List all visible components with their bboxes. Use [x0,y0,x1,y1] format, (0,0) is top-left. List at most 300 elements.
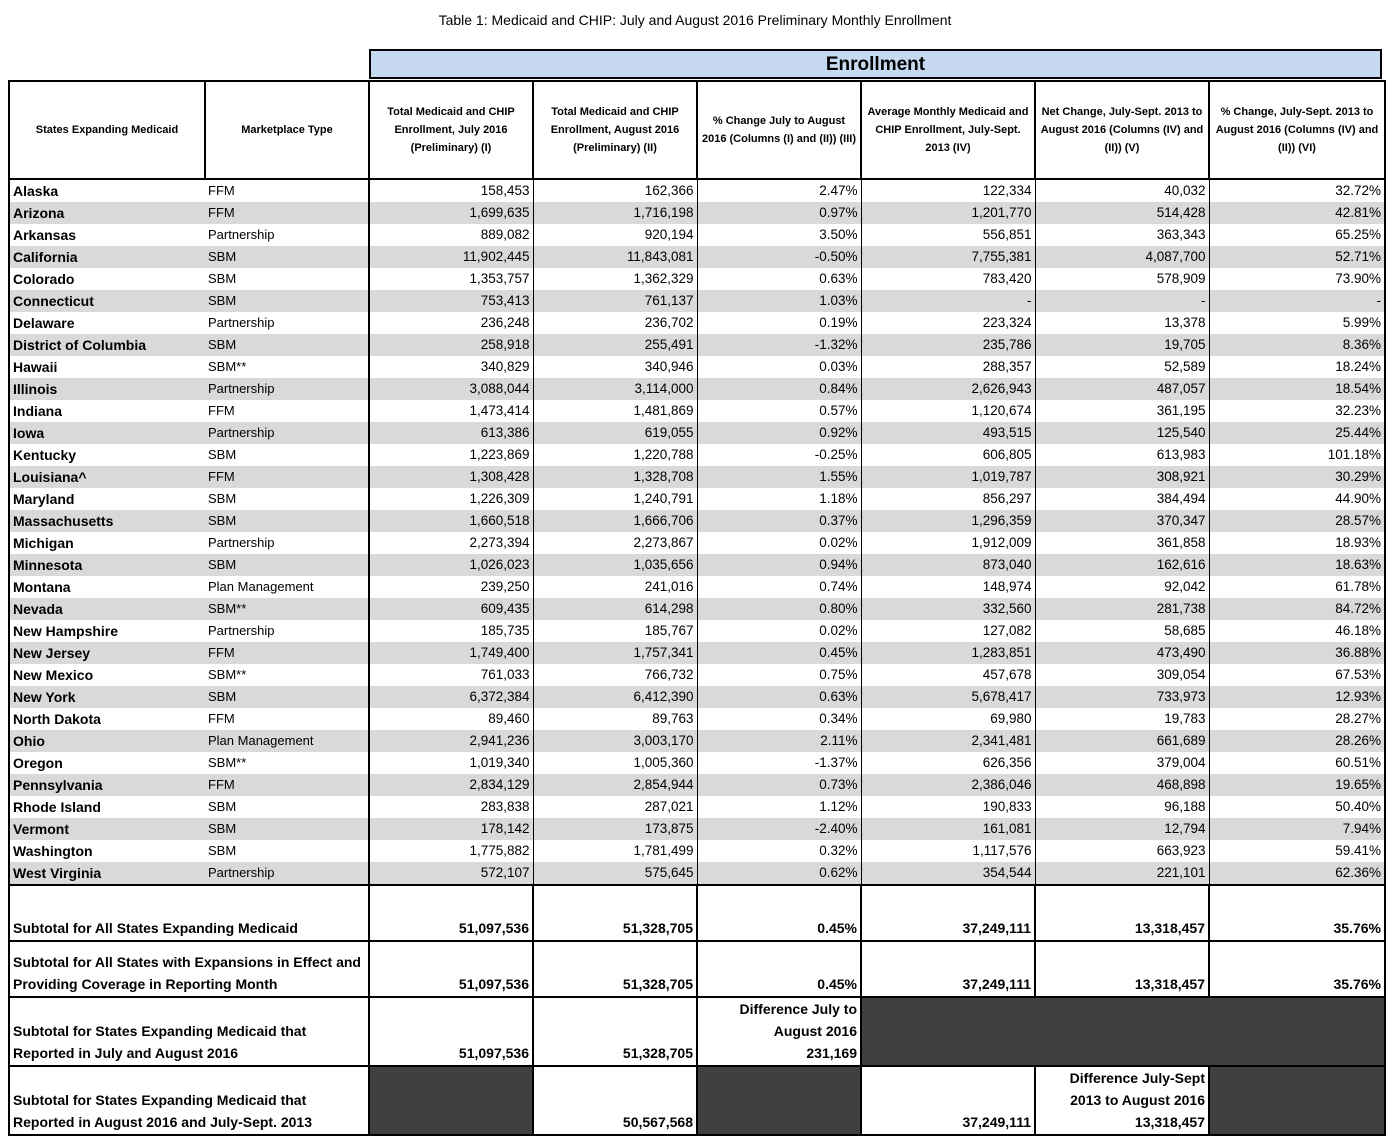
subtotal-value: 51,328,705 [533,941,697,997]
table-cell: 46.18% [1209,620,1385,642]
header-avg-monthly-2013: Average Monthly Medicaid and CHIP Enrollment, July-Sept. 2013 (IV) [861,81,1035,179]
table-cell: 221,101 [1035,862,1209,885]
difference-cell [1035,1066,1209,1135]
subtotal-value: 13,318,457 [1035,885,1209,941]
table-cell: 5.99% [1209,312,1385,334]
table-row [9,686,1385,708]
table-cell: 148,974 [861,576,1035,598]
table-cell: 1,666,706 [533,510,697,532]
table-cell: 0.73% [697,774,861,796]
table-cell: 1,716,198 [533,202,697,224]
table-cell: 2,273,867 [533,532,697,554]
marketplace-type: FFM [205,202,369,224]
state-name: Maryland [9,488,205,510]
table-cell: -0.25% [697,444,861,466]
table-cell: 0.57% [697,400,861,422]
subtotal-value: 37,249,111 [861,941,1035,997]
table-cell: 493,515 [861,422,1035,444]
table-cell: 84.72% [1209,598,1385,620]
header-pct-change-jul-aug: % Change July to August 2016 (Columns (I) and (II)) (III) [697,81,861,179]
table-cell: 89,763 [533,708,697,730]
marketplace-type: SBM [205,818,369,840]
subtotal-label: Subtotal for All States Expanding Medicaid [9,885,369,941]
table-cell: 101.18% [1209,444,1385,466]
table-cell: 0.62% [697,862,861,885]
marketplace-type: SBM [205,444,369,466]
table-row [9,532,1385,554]
table-cell: 161,081 [861,818,1035,840]
subtotal-value: 51,097,536 [369,885,533,941]
table-row [9,664,1385,686]
table-cell: 761,137 [533,290,697,312]
table-cell: 0.02% [697,532,861,554]
table-cell: 556,851 [861,224,1035,246]
table-cell: 255,491 [533,334,697,356]
table-cell: 18.24% [1209,356,1385,378]
table-row [9,730,1385,752]
table-cell: 12,794 [1035,818,1209,840]
table-cell: 1,308,428 [369,466,533,488]
table-cell: 1,660,518 [369,510,533,532]
table-cell: 96,188 [1035,796,1209,818]
table-cell: 473,490 [1035,642,1209,664]
state-name: Nevada [9,598,205,620]
table-cell: 1,775,882 [369,840,533,862]
table-row [9,224,1385,246]
marketplace-type: SBM [205,488,369,510]
subtotal-in-effect-row [9,941,1385,997]
table-row [9,576,1385,598]
state-name: District of Columbia [9,334,205,356]
subtotal-value: 35.76% [1209,941,1385,997]
marketplace-type: FFM [205,774,369,796]
state-name: Minnesota [9,554,205,576]
table-row [9,620,1385,642]
table-cell: 457,678 [861,664,1035,686]
table-cell: 281,738 [1035,598,1209,620]
state-name: New Hampshire [9,620,205,642]
table-row [9,488,1385,510]
table-cell: 0.97% [697,202,861,224]
table-cell: 308,921 [1035,466,1209,488]
table-row [9,466,1385,488]
table-cell: 613,386 [369,422,533,444]
table-cell: 178,142 [369,818,533,840]
difference-label: Difference July-Sept 2013 to August 2016 [1069,1070,1205,1108]
state-name: New Jersey [9,642,205,664]
enrollment-banner: Enrollment [369,49,1382,79]
subtotal-reported-aug-2013-row [9,1066,1385,1135]
table-cell: 578,909 [1035,268,1209,290]
marketplace-type: SBM [205,686,369,708]
table-cell: 609,435 [369,598,533,620]
state-name: Oregon [9,752,205,774]
table-row [9,444,1385,466]
table-cell: 11,843,081 [533,246,697,268]
state-name: New Mexico [9,664,205,686]
table-row [9,202,1385,224]
shaded-cell [369,1066,533,1135]
table-cell: 223,324 [861,312,1035,334]
table-cell: 185,735 [369,620,533,642]
marketplace-type: SBM** [205,356,369,378]
table-cell: 19,705 [1035,334,1209,356]
table-cell: 514,428 [1035,202,1209,224]
state-name: Alaska [9,179,205,202]
marketplace-type: Partnership [205,862,369,885]
table-row [9,179,1385,202]
marketplace-type: FFM [205,466,369,488]
marketplace-type: Plan Management [205,576,369,598]
marketplace-type: Partnership [205,532,369,554]
table-cell: 67.53% [1209,664,1385,686]
header-enrollment-august-2016: Total Medicaid and CHIP Enrollment, August 2016 (Preliminary) (II) [533,81,697,179]
table-cell: 2.47% [697,179,861,202]
table-cell: 1,362,329 [533,268,697,290]
table-cell: 32.72% [1209,179,1385,202]
table-cell: - [1035,290,1209,312]
table-row [9,510,1385,532]
table-cell: 1,757,341 [533,642,697,664]
subtotal-value: 0.45% [697,941,861,997]
table-cell: 2.11% [697,730,861,752]
state-name: California [9,246,205,268]
table-cell: 241,016 [533,576,697,598]
table-cell: 30.29% [1209,466,1385,488]
state-name: Montana [9,576,205,598]
table-cell: 18.54% [1209,378,1385,400]
difference-cell [697,997,861,1066]
table-cell: 42.81% [1209,202,1385,224]
shaded-cell [697,1066,861,1135]
table-cell: 1.18% [697,488,861,510]
table-cell: 0.74% [697,576,861,598]
table-cell: 2,834,129 [369,774,533,796]
marketplace-type: Partnership [205,620,369,642]
table-cell: 89,460 [369,708,533,730]
table-cell: 613,983 [1035,444,1209,466]
table-cell: 309,054 [1035,664,1209,686]
table-cell: 1,353,757 [369,268,533,290]
table-cell: 236,248 [369,312,533,334]
state-rows [9,179,1385,885]
table-cell: 2,941,236 [369,730,533,752]
subtotal-reported-jul-aug-row [9,997,1385,1066]
marketplace-type: SBM** [205,664,369,686]
shaded-cell [1209,1066,1385,1135]
table-cell: 58,685 [1035,620,1209,642]
state-name: Rhode Island [9,796,205,818]
header-row [9,81,1385,179]
state-name: Michigan [9,532,205,554]
table-cell: 0.02% [697,620,861,642]
table-cell: 361,195 [1035,400,1209,422]
table-cell: 2,341,481 [861,730,1035,752]
table-cell: -1.37% [697,752,861,774]
table-cell: 0.80% [697,598,861,620]
subtotal-value: 51,328,705 [533,885,697,941]
table-cell: 173,875 [533,818,697,840]
difference-value: 13,318,457 [1134,1114,1205,1130]
subtotal-label: Subtotal for States Expanding Medicaid that Reported in August 2016 and July-Sept. 2013 [9,1066,369,1135]
table-cell: 3,003,170 [533,730,697,752]
table-cell: 661,689 [1035,730,1209,752]
table-cell: 12.93% [1209,686,1385,708]
table-cell: 766,732 [533,664,697,686]
table-cell: 65.25% [1209,224,1385,246]
marketplace-type: Plan Management [205,730,369,752]
difference-label: Difference July to August 2016 [739,1001,857,1039]
table-cell: 783,420 [861,268,1035,290]
table-cell: 363,343 [1035,224,1209,246]
subtotal-all-expanding-row [9,885,1385,941]
table-cell: 379,004 [1035,752,1209,774]
table-cell: 18.93% [1209,532,1385,554]
table-cell: 1,473,414 [369,400,533,422]
table-cell: 0.94% [697,554,861,576]
table-cell: 4,087,700 [1035,246,1209,268]
table-row [9,422,1385,444]
marketplace-type: SBM [205,246,369,268]
table-row [9,708,1385,730]
table-cell: 468,898 [1035,774,1209,796]
table-cell: 25.44% [1209,422,1385,444]
table-cell: 2,854,944 [533,774,697,796]
marketplace-type: SBM [205,796,369,818]
table-cell: 889,082 [369,224,533,246]
table-cell: 288,357 [861,356,1035,378]
table-cell: 1,035,656 [533,554,697,576]
table-row [9,334,1385,356]
marketplace-type: Partnership [205,312,369,334]
table-row [9,774,1385,796]
table-row [9,642,1385,664]
marketplace-type: FFM [205,179,369,202]
state-name: Arizona [9,202,205,224]
header-marketplace-type: Marketplace Type [205,81,369,179]
table-cell: 1,912,009 [861,532,1035,554]
table-cell: 6,412,390 [533,686,697,708]
header-pct-change-2013-2016: % Change, July-Sept. 2013 to August 2016 (Columns (IV) and (II)) (VI) [1209,81,1385,179]
table-cell: 0.45% [697,642,861,664]
subtotal-value: 13,318,457 [1035,941,1209,997]
table-cell: 2,626,943 [861,378,1035,400]
table-cell: 235,786 [861,334,1035,356]
table-cell: 0.63% [697,268,861,290]
table-cell: 753,413 [369,290,533,312]
table-cell: 0.75% [697,664,861,686]
table-row [9,378,1385,400]
table-cell: 162,366 [533,179,697,202]
table-cell: 1,283,851 [861,642,1035,664]
table-cell: 575,645 [533,862,697,885]
state-name: North Dakota [9,708,205,730]
table-cell: 340,829 [369,356,533,378]
marketplace-type: SBM [205,290,369,312]
subtotal-label: Subtotal for All States with Expansions in Effect and Providing Coverage in Reporting Month [9,941,369,997]
table-row [9,312,1385,334]
difference-value: 231,169 [806,1045,857,1061]
table-cell: 62.36% [1209,862,1385,885]
state-name: Colorado [9,268,205,290]
table-cell: 158,453 [369,179,533,202]
table-cell: 7.94% [1209,818,1385,840]
table-cell: 69,980 [861,708,1035,730]
table-cell: 1.12% [697,796,861,818]
subtotal-value: 37,249,111 [861,885,1035,941]
table-cell: 287,021 [533,796,697,818]
table-cell: 1,240,791 [533,488,697,510]
subtotal-value: 0.45% [697,885,861,941]
table-row [9,818,1385,840]
table-cell: 1,223,869 [369,444,533,466]
subtotal-value: 37,249,111 [861,1066,1035,1135]
marketplace-type: Partnership [205,422,369,444]
subtotal-value: 35.76% [1209,885,1385,941]
table-cell: 50.40% [1209,796,1385,818]
table-cell: 0.34% [697,708,861,730]
table-cell: 7,755,381 [861,246,1035,268]
table-cell: 73.90% [1209,268,1385,290]
header-state: States Expanding Medicaid [9,81,205,179]
table-cell: 1.55% [697,466,861,488]
table-cell: 28.57% [1209,510,1385,532]
state-name: Vermont [9,818,205,840]
table-cell: 761,033 [369,664,533,686]
table-cell: -1.32% [697,334,861,356]
state-name: Pennsylvania [9,774,205,796]
table-row [9,752,1385,774]
state-name: Washington [9,840,205,862]
marketplace-type: SBM [205,554,369,576]
table-cell: 3,114,000 [533,378,697,400]
header-enrollment-july-2016: Total Medicaid and CHIP Enrollment, July 2016 (Preliminary) (I) [369,81,533,179]
table-cell: 384,494 [1035,488,1209,510]
table-cell: 185,767 [533,620,697,642]
table-cell: 19,783 [1035,708,1209,730]
table-cell: 0.84% [697,378,861,400]
table-cell: 340,946 [533,356,697,378]
table-cell: 1,201,770 [861,202,1035,224]
table-cell: - [861,290,1035,312]
table-cell: 61.78% [1209,576,1385,598]
table-row [9,840,1385,862]
table-title: Table 1: Medicaid and CHIP: July and August 2016 Preliminary Monthly Enrollment [438,12,952,28]
table-cell: 332,560 [861,598,1035,620]
table-cell: 11,902,445 [369,246,533,268]
table-cell: 0.37% [697,510,861,532]
state-name: Ohio [9,730,205,752]
state-name: Arkansas [9,224,205,246]
marketplace-type: SBM [205,510,369,532]
table-cell: 92,042 [1035,576,1209,598]
state-name: Kentucky [9,444,205,466]
table-cell: 1,026,023 [369,554,533,576]
table-row [9,598,1385,620]
table-row [9,290,1385,312]
subtotal-value: 51,097,536 [369,997,533,1066]
table-row [9,796,1385,818]
table-cell: 1,296,359 [861,510,1035,532]
state-name: New York [9,686,205,708]
table-cell: 28.27% [1209,708,1385,730]
table-cell: 0.03% [697,356,861,378]
table-cell: 1,481,869 [533,400,697,422]
table-row [9,246,1385,268]
table-cell: 1,019,787 [861,466,1035,488]
table-cell: 1,120,674 [861,400,1035,422]
table-row [9,862,1385,885]
table-cell: 873,040 [861,554,1035,576]
table-cell: 1,005,360 [533,752,697,774]
table-cell: 663,923 [1035,840,1209,862]
table-cell: 190,833 [861,796,1035,818]
table-row [9,268,1385,290]
table-cell: 162,616 [1035,554,1209,576]
marketplace-type: FFM [205,400,369,422]
table-cell: 0.63% [697,686,861,708]
table-cell: 1,699,635 [369,202,533,224]
table-cell: 2,386,046 [861,774,1035,796]
table-cell: -2.40% [697,818,861,840]
table-cell: 614,298 [533,598,697,620]
table-cell: 619,055 [533,422,697,444]
header-net-change: Net Change, July-Sept. 2013 to August 2016 (Columns (IV) and (II)) (V) [1035,81,1209,179]
table-cell: 1,019,340 [369,752,533,774]
marketplace-type: FFM [205,708,369,730]
marketplace-type: Partnership [205,224,369,246]
state-name: Indiana [9,400,205,422]
table-cell: 122,334 [861,179,1035,202]
state-name: Louisiana^ [9,466,205,488]
marketplace-type: SBM** [205,598,369,620]
table-cell: 3,088,044 [369,378,533,400]
table-cell: 8.36% [1209,334,1385,356]
table-cell: 1.03% [697,290,861,312]
table-cell: 2,273,394 [369,532,533,554]
marketplace-type: SBM [205,334,369,356]
state-name: Iowa [9,422,205,444]
table-row [9,400,1385,422]
state-name: Illinois [9,378,205,400]
table-cell: 361,858 [1035,532,1209,554]
table-cell: 1,117,576 [861,840,1035,862]
table-cell: 487,057 [1035,378,1209,400]
state-name: Massachusetts [9,510,205,532]
marketplace-type: SBM [205,268,369,290]
shaded-cell [861,997,1385,1066]
table-cell: 36.88% [1209,642,1385,664]
table-cell: 626,356 [861,752,1035,774]
table-cell: 40,032 [1035,179,1209,202]
state-name: Connecticut [9,290,205,312]
state-name: West Virginia [9,862,205,885]
table-cell: 60.51% [1209,752,1385,774]
state-name: Delaware [9,312,205,334]
table-cell: 127,082 [861,620,1035,642]
table-cell: 125,540 [1035,422,1209,444]
table-cell: 354,544 [861,862,1035,885]
table-cell: 13,378 [1035,312,1209,334]
subtotal-label: Subtotal for States Expanding Medicaid that Reported in July and August 2016 [9,997,369,1066]
subtotal-value: 51,328,705 [533,997,697,1066]
table-cell: 3.50% [697,224,861,246]
table-cell: 1,220,788 [533,444,697,466]
table-cell: 1,749,400 [369,642,533,664]
table-row [9,554,1385,576]
table-cell: 572,107 [369,862,533,885]
table-cell: 52.71% [1209,246,1385,268]
